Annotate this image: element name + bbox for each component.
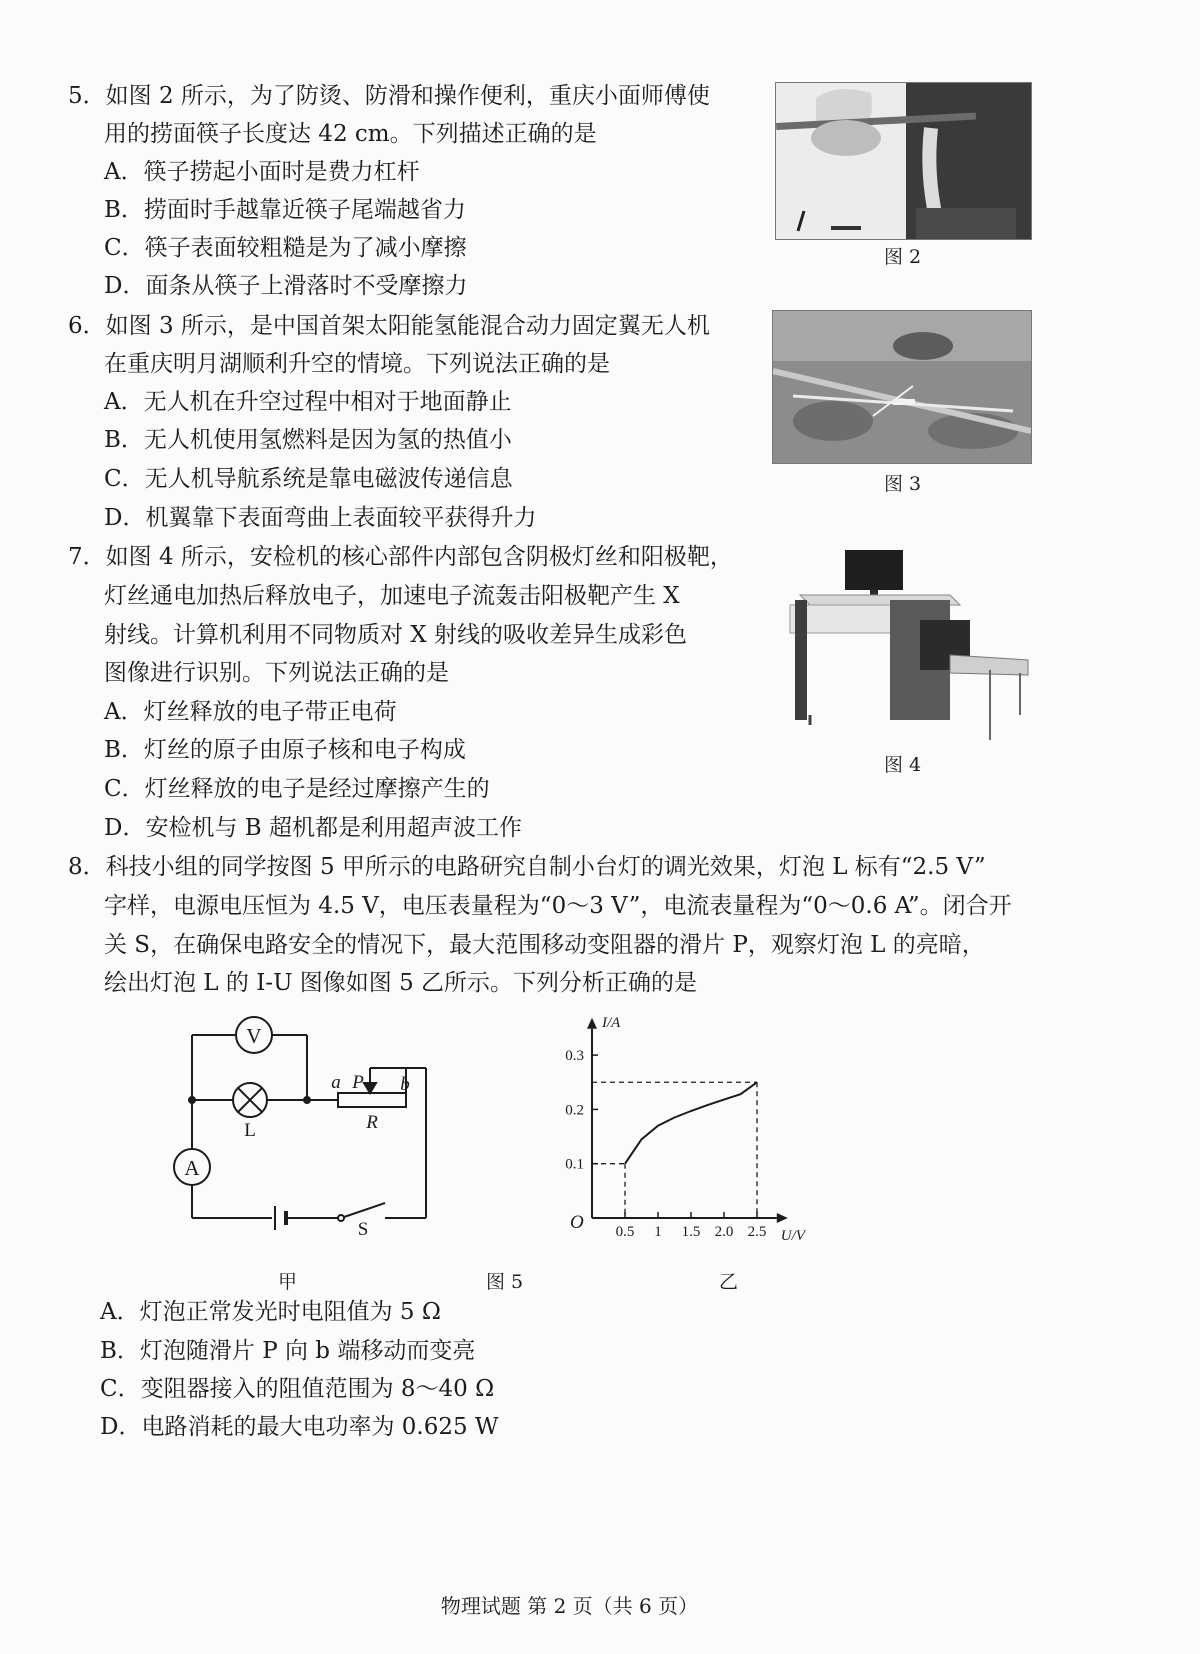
question-5-option-d: D．面条从筷子上滑落时不受摩擦力 (104, 273, 468, 299)
switch-pivot (338, 1215, 344, 1221)
iu-chart (565, 1015, 807, 1244)
rheostat-body (338, 1093, 406, 1107)
circuit-diagram (174, 1017, 426, 1230)
question-6-option-b: B．无人机使用氢燃料是因为氢的热值小 (104, 427, 512, 453)
question-6-option-d: D．机翼靠下表面弯曲上表面较平获得升力 (104, 505, 537, 531)
slider-arrow-icon (364, 1083, 376, 1093)
x-tick-label: 2.0 (714, 1224, 734, 1240)
figure-5-caption: 图 5 (486, 1271, 524, 1293)
switch-blade (344, 1203, 385, 1217)
question-8-option-c: C．变阻器接入的阻值范围为 8～40 Ω (100, 1376, 495, 1402)
question-8-stem-line-3: 关 S，在确保电路安全的情况下，最大范围移动变阻器的滑片 P，观察灯泡 L 的亮暗， (104, 932, 985, 958)
y-axis-arrow-icon (587, 1018, 597, 1029)
end-a-label: a (331, 1072, 341, 1093)
question-7-stem-line-1: 7．如图 4 所示，安检机的核心部件内部包含阴极灯丝和阳极靶， (68, 544, 733, 570)
circuit-labels (184, 1024, 409, 1240)
end-b-label: b (400, 1074, 410, 1095)
voltmeter-label: V (246, 1024, 262, 1048)
question-8-option-a: A．灯泡正常发光时电阻值为 5 Ω (100, 1299, 441, 1325)
question-6-stem-line-1: 6．如图 3 所示，是中国首架太阳能氢能混合动力固定翼无人机 (68, 313, 710, 339)
question-5-stem-line-2: 用的捞面筷子长度达 42 cm。下列描述正确的是 (104, 121, 597, 147)
question-8-option-b: B．灯泡随滑片 P 向 b 端移动而变亮 (100, 1338, 476, 1364)
ammeter-symbol (174, 1149, 210, 1185)
origin-label: O (570, 1212, 584, 1233)
junction-right (304, 1097, 310, 1103)
lamp-symbol (233, 1083, 267, 1117)
question-8-option-d: D．电路消耗的最大电功率为 0.625 W (100, 1414, 499, 1440)
x-tick-label: 2.5 (747, 1224, 767, 1240)
question-5-option-c: C．筷子表面较粗糙是为了减小摩擦 (104, 235, 467, 261)
question-6-stem-line-2: 在重庆明月湖顺利升空的情境。下列说法正确的是 (104, 351, 610, 377)
figure-3-illustration (773, 311, 1031, 463)
x-tick-label: 1.5 (681, 1224, 701, 1240)
figure-4-photo (770, 545, 1032, 745)
y-tick-label: 0.1 (565, 1156, 584, 1173)
question-5-stem-line-1: 5．如图 2 所示，为了防烫、防滑和操作便利，重庆小面师傅使 (68, 83, 710, 109)
question-7-option-c: C．灯丝释放的电子是经过摩擦产生的 (104, 776, 490, 802)
voltmeter-symbol (236, 1017, 272, 1053)
question-7-option-a: A．灯丝释放的电子带正电荷 (104, 699, 397, 725)
resistor-label: R (366, 1112, 378, 1133)
y-axis-label: I/A (602, 1014, 621, 1031)
question-8-stem-line-1: 8．科技小组的同学按图 5 甲所示的电路研究自制小台灯的调光效果，灯泡 L 标有“2.5 V” (68, 854, 986, 880)
question-5-option-b: B．捞面时手越靠近筷子尾端越省力 (104, 197, 466, 223)
question-7-option-b: B．灯丝的原子由原子核和电子构成 (104, 737, 466, 763)
iu-curve-series-0 (625, 1082, 757, 1163)
question-7-option-d: D．安检机与 B 超机都是利用超声波工作 (104, 815, 522, 841)
y-tick-label: 0.2 (565, 1102, 584, 1119)
figure-2-illustration (776, 83, 1031, 239)
page-footer: 物理试题 第 2 页（共 6 页） (440, 1594, 699, 1618)
x-axis-arrow-icon (777, 1213, 788, 1223)
circuit-caption: 甲 (278, 1271, 298, 1293)
lamp-cross-1 (238, 1088, 262, 1112)
question-7-stem-line-2: 灯丝通电加热后释放电子，加速电子流轰击阳极靶产生 X (104, 583, 680, 609)
ammeter-label: A (184, 1156, 200, 1180)
junction-left (189, 1097, 195, 1103)
figure-2-caption: 图 2 (884, 246, 922, 268)
x-tick-label: 0.5 (615, 1224, 635, 1240)
question-5-option-a: A．筷子捞起小面时是费力杠杆 (104, 159, 420, 185)
slider-label: P (352, 1072, 364, 1093)
question-6-option-a: A．无人机在升空过程中相对于地面静止 (104, 389, 512, 415)
figure-3-photo (772, 310, 1032, 464)
figure-4-illustration (770, 545, 1032, 745)
x-axis-label: U/V (780, 1228, 805, 1244)
question-6-option-c: C．无人机导航系统是靠电磁波传递信息 (104, 466, 513, 492)
question-7-stem-line-4: 图像进行识别。下列说法正确的是 (104, 660, 449, 686)
figure-4-caption: 图 4 (884, 754, 922, 776)
question-8-stem-line-4: 绘出灯泡 L 的 I-U 图像如图 5 乙所示。下列分析正确的是 (104, 970, 698, 996)
chart-caption: 乙 (719, 1271, 739, 1293)
lamp-cross-2 (238, 1088, 262, 1112)
question-7-stem-line-3: 射线。计算机利用不同物质对 X 射线的吸收差异生成彩色 (104, 622, 687, 648)
switch-label: S (357, 1219, 369, 1240)
figure-3-caption: 图 3 (884, 473, 922, 495)
x-tick-label: 1 (654, 1224, 662, 1240)
y-tick-label: 0.3 (565, 1048, 584, 1065)
question-8-stem-line-2: 字样，电源电压恒为 4.5 V，电压表量程为“0～3 V”，电流表量程为“0～0.6 A”。闭合开 (104, 893, 1012, 919)
figure-2-photo (775, 82, 1032, 240)
lamp-label: L (244, 1120, 256, 1141)
